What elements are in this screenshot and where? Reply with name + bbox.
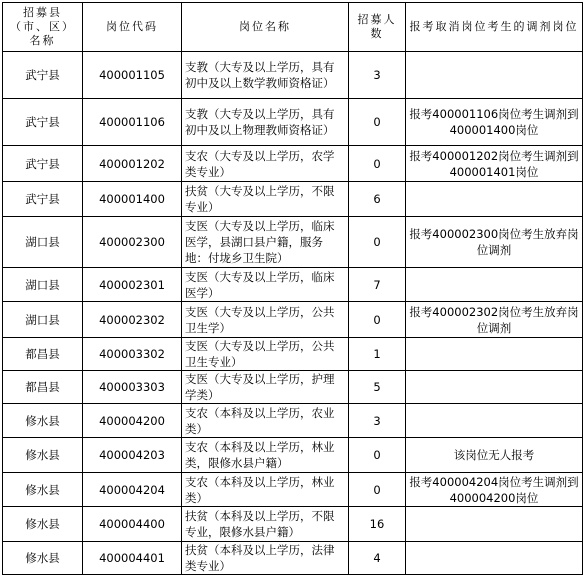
position-name-cell: 支农（本科及以上学历，林业类） [182,473,349,507]
count-cell: 3 [349,404,406,438]
adjustment-note-cell: 报考400001202岗位考生调剂到400001401岗位 [406,146,583,182]
table-row [3,52,583,99]
adjustment-note-cell [406,338,583,371]
adjustment-note-cell [406,52,583,99]
count-cell: 5 [349,371,406,404]
count-cell: 0 [349,99,406,146]
county-cell: 湖口县 [3,268,83,302]
adjustment-note-cell: 报考400002302岗位考生放弃岗位调剂 [406,302,583,338]
county-cell: 湖口县 [3,217,83,268]
code-cell: 400002300 [83,217,182,268]
header-count: 招募人数 [349,3,406,52]
table-row [3,146,583,182]
count-cell: 0 [349,146,406,182]
table-row [3,302,583,338]
code-cell: 400004203 [83,438,182,473]
county-cell: 修水县 [3,507,83,542]
adjustment-note-cell [406,268,583,302]
code-cell: 400002302 [83,302,182,338]
header-name: 岗位名称 [182,3,349,52]
count-cell: 0 [349,473,406,507]
count-cell: 16 [349,507,406,542]
table-row [3,507,583,542]
position-name-cell: 扶贫（本科及以上学历，法律类专业） [182,542,349,575]
recruitment-table [2,2,583,575]
county-cell: 武宁县 [3,99,83,146]
table-row [3,338,583,371]
count-cell: 6 [349,182,406,217]
table-row [3,182,583,217]
header-note: 报考取消岗位考生的调剂岗位 [406,3,583,52]
code-cell: 400003303 [83,371,182,404]
adjustment-note-cell [406,542,583,575]
table-row [3,542,583,575]
adjustment-note-cell: 报考400002300岗位考生放弃岗位调剂 [406,217,583,268]
table-header-row [3,3,583,52]
position-name-cell: 扶贫（本科及以上学历，不限专业，限修水县户籍） [182,507,349,542]
county-cell: 武宁县 [3,182,83,217]
county-cell: 修水县 [3,473,83,507]
position-name-cell: 支医（大专及以上学历，公共卫生专业） [182,338,349,371]
table-row [3,473,583,507]
count-cell: 0 [349,217,406,268]
code-cell: 400003302 [83,338,182,371]
adjustment-note-cell: 报考400004204岗位考生调剂到400004200岗位 [406,473,583,507]
code-cell: 400004200 [83,404,182,438]
code-cell: 400001105 [83,52,182,99]
table-body [3,52,583,575]
position-name-cell: 支医（大专及以上学历，临床医学） [182,268,349,302]
county-cell: 修水县 [3,542,83,575]
county-cell: 武宁县 [3,52,83,99]
count-cell: 7 [349,268,406,302]
count-cell: 3 [349,52,406,99]
table-row [3,99,583,146]
county-cell: 都昌县 [3,371,83,404]
code-cell: 400001202 [83,146,182,182]
code-cell: 400004401 [83,542,182,575]
position-name-cell: 支教（大专及以上学历，具有初中及以上数学教师资格证） [182,52,349,99]
table-row [3,404,583,438]
position-name-cell: 支医（大专及以上学历，护理学类） [182,371,349,404]
code-cell: 400004204 [83,473,182,507]
count-cell: 0 [349,302,406,338]
adjustment-note-cell [406,182,583,217]
code-cell: 400004400 [83,507,182,542]
code-cell: 400001400 [83,182,182,217]
position-name-cell: 支教（大专及以上学历，具有初中及以上物理教师资格证） [182,99,349,146]
table-row [3,217,583,268]
county-cell: 都昌县 [3,338,83,371]
table-row [3,268,583,302]
position-name-cell: 扶贫（大专及以上学历，不限专业） [182,182,349,217]
position-name-cell: 支农（本科及以上学历，林业类，限修水县户籍） [182,438,349,473]
county-cell: 修水县 [3,404,83,438]
county-cell: 修水县 [3,438,83,473]
position-name-cell: 支医（大专及以上学历，公共卫生学） [182,302,349,338]
header-code: 岗位代码 [83,3,182,52]
adjustment-note-cell [406,404,583,438]
header-county: 招募县（市、区）名称 [3,3,83,52]
code-cell: 400001106 [83,99,182,146]
county-cell: 湖口县 [3,302,83,338]
county-cell: 武宁县 [3,146,83,182]
adjustment-note-cell: 报考400001106岗位考生调剂到400001400岗位 [406,99,583,146]
table-row [3,438,583,473]
count-cell: 4 [349,542,406,575]
position-name-cell: 支农（本科及以上学历，农业类） [182,404,349,438]
position-name-cell: 支医（大专及以上学历，临床医学，县湖口县户籍，服务地：付垅乡卫生院） [182,217,349,268]
count-cell: 1 [349,338,406,371]
count-cell: 0 [349,438,406,473]
adjustment-note-cell [406,507,583,542]
adjustment-note-cell [406,371,583,404]
position-name-cell: 支农（大专及以上学历，农学类专业） [182,146,349,182]
code-cell: 400002301 [83,268,182,302]
table-row [3,371,583,404]
adjustment-note-cell: 该岗位无人报考 [406,438,583,473]
